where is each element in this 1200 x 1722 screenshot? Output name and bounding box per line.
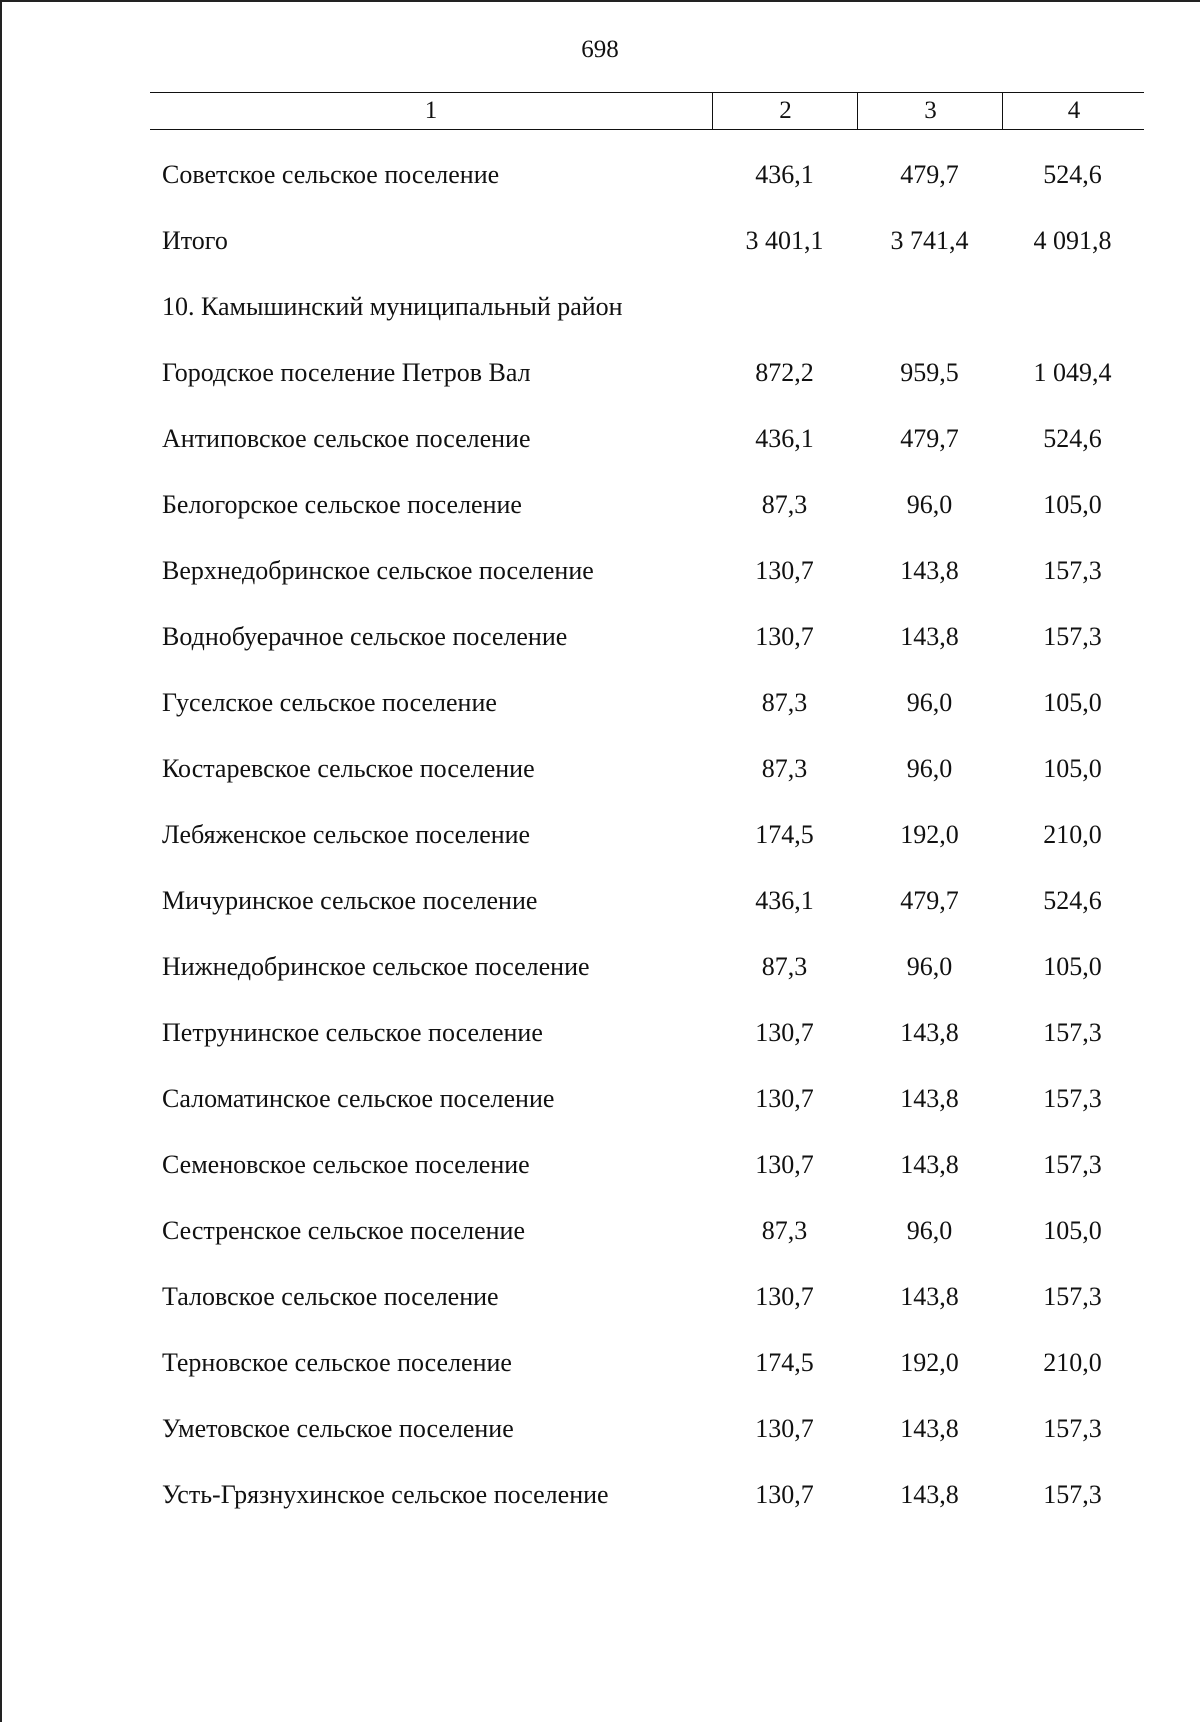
row-value-2: 130,7 bbox=[755, 1282, 814, 1311]
row-name: Терновское сельское поселение bbox=[162, 1348, 512, 1377]
row-value-3: 479,7 bbox=[900, 424, 959, 453]
row-name: Белогорское сельское поселение bbox=[162, 490, 522, 519]
table-row bbox=[0, 815, 1200, 881]
row-value-3: 96,0 bbox=[906, 688, 953, 717]
row-value-3: 96,0 bbox=[906, 754, 953, 783]
row-name: Уметовское сельское поселение bbox=[162, 1414, 514, 1443]
table-row bbox=[0, 683, 1200, 749]
page-number: 698 bbox=[581, 36, 619, 63]
row-value-4: 4 091,8 bbox=[1033, 226, 1112, 255]
row-value-2: 130,7 bbox=[755, 1018, 814, 1047]
row-name: Городское поселение Петров Вал bbox=[162, 358, 531, 387]
row-name: Саломатинское сельское поселение bbox=[162, 1084, 555, 1113]
header-col-3: 3 bbox=[857, 93, 1003, 129]
row-name: Советское сельское поселение bbox=[162, 160, 500, 189]
row-value-3: 143,8 bbox=[900, 1018, 959, 1047]
row-value-2: 87,3 bbox=[761, 754, 808, 783]
table-body bbox=[0, 155, 1200, 1541]
row-value-3: 143,8 bbox=[900, 556, 959, 585]
table-row bbox=[0, 1211, 1200, 1277]
row-value-2: 436,1 bbox=[755, 160, 814, 189]
table-row bbox=[0, 1013, 1200, 1079]
header-col-2: 2 bbox=[712, 93, 858, 129]
row-name: Сестренское сельское поселение bbox=[162, 1216, 526, 1245]
table-row bbox=[0, 617, 1200, 683]
row-value-4: 157,3 bbox=[1043, 1414, 1102, 1443]
row-value-4: 157,3 bbox=[1043, 622, 1102, 651]
row-name: Воднобуерачное сельское поселение bbox=[162, 622, 568, 651]
table-header bbox=[150, 92, 1144, 130]
header-col-4: 4 bbox=[1002, 93, 1145, 129]
row-value-3: 3 741,4 bbox=[890, 226, 969, 255]
row-value-3: 96,0 bbox=[906, 1216, 953, 1245]
row-value-2: 130,7 bbox=[755, 556, 814, 585]
row-name: Мичуринское сельское поселение bbox=[162, 886, 538, 915]
table-row bbox=[0, 353, 1200, 419]
row-value-3: 143,8 bbox=[900, 622, 959, 651]
scan-edge-top bbox=[0, 0, 1200, 2]
row-value-2: 872,2 bbox=[755, 358, 814, 387]
row-value-4: 157,3 bbox=[1043, 1018, 1102, 1047]
section-heading: 10. Камышинский муниципальный район bbox=[162, 292, 623, 321]
table-row bbox=[0, 551, 1200, 617]
row-value-4: 210,0 bbox=[1043, 820, 1102, 849]
row-value-4: 157,3 bbox=[1043, 1282, 1102, 1311]
row-value-4: 157,3 bbox=[1043, 556, 1102, 585]
row-value-4: 105,0 bbox=[1043, 754, 1102, 783]
row-name: Антиповское сельское поселение bbox=[162, 424, 531, 453]
table-row bbox=[0, 155, 1200, 221]
row-value-2: 174,5 bbox=[755, 820, 814, 849]
table-row bbox=[0, 749, 1200, 815]
row-value-2: 130,7 bbox=[755, 1084, 814, 1113]
section-heading-row bbox=[0, 287, 1200, 353]
row-name: Нижнедобринское сельское поселение bbox=[162, 952, 590, 981]
row-value-3: 192,0 bbox=[900, 1348, 959, 1377]
row-value-2: 3 401,1 bbox=[745, 226, 824, 255]
table-row bbox=[0, 485, 1200, 551]
row-value-3: 479,7 bbox=[900, 160, 959, 189]
row-name: Петрунинское сельское поселение bbox=[162, 1018, 543, 1047]
row-value-3: 96,0 bbox=[906, 490, 953, 519]
row-value-2: 174,5 bbox=[755, 1348, 814, 1377]
table-row bbox=[0, 947, 1200, 1013]
table-row bbox=[0, 1343, 1200, 1409]
row-name: Верхнедобринское сельское поселение bbox=[162, 556, 594, 585]
table-row-total bbox=[0, 221, 1200, 287]
table-row bbox=[0, 1145, 1200, 1211]
table-row bbox=[0, 1475, 1200, 1541]
row-value-4: 524,6 bbox=[1043, 424, 1102, 453]
row-name: Усть-Грязнухинское сельское поселение bbox=[162, 1480, 609, 1509]
header-col-1: 1 bbox=[424, 97, 438, 124]
row-name: Гуселское сельское поселение bbox=[162, 688, 497, 717]
row-value-3: 143,8 bbox=[900, 1282, 959, 1311]
row-value-2: 130,7 bbox=[755, 1150, 814, 1179]
row-value-4: 524,6 bbox=[1043, 160, 1102, 189]
row-value-3: 143,8 bbox=[900, 1150, 959, 1179]
row-value-3: 959,5 bbox=[900, 358, 959, 387]
table-row bbox=[0, 881, 1200, 947]
row-value-4: 105,0 bbox=[1043, 1216, 1102, 1245]
row-value-2: 436,1 bbox=[755, 886, 814, 915]
row-value-3: 192,0 bbox=[900, 820, 959, 849]
row-name: Таловское сельское поселение bbox=[162, 1282, 499, 1311]
row-value-2: 436,1 bbox=[755, 424, 814, 453]
table-row bbox=[0, 1079, 1200, 1145]
row-value-4: 157,3 bbox=[1043, 1150, 1102, 1179]
row-value-4: 210,0 bbox=[1043, 1348, 1102, 1377]
row-value-4: 105,0 bbox=[1043, 688, 1102, 717]
row-value-2: 130,7 bbox=[755, 1414, 814, 1443]
row-value-4: 157,3 bbox=[1043, 1084, 1102, 1113]
row-value-3: 143,8 bbox=[900, 1480, 959, 1509]
row-value-4: 1 049,4 bbox=[1033, 358, 1112, 387]
row-value-3: 143,8 bbox=[900, 1414, 959, 1443]
row-name: Семеновское сельское поселение bbox=[162, 1150, 530, 1179]
row-name: Лебяженское сельское поселение bbox=[162, 820, 531, 849]
row-value-4: 105,0 bbox=[1043, 952, 1102, 981]
row-value-4: 157,3 bbox=[1043, 1480, 1102, 1509]
table-row bbox=[0, 1409, 1200, 1475]
row-value-4: 105,0 bbox=[1043, 490, 1102, 519]
row-value-2: 87,3 bbox=[761, 1216, 808, 1245]
table-row bbox=[0, 419, 1200, 485]
row-name: Костаревское сельское поселение bbox=[162, 754, 535, 783]
row-value-2: 87,3 bbox=[761, 490, 808, 519]
row-name: Итого bbox=[162, 226, 228, 255]
row-value-3: 96,0 bbox=[906, 952, 953, 981]
row-value-4: 524,6 bbox=[1043, 886, 1102, 915]
row-value-3: 479,7 bbox=[900, 886, 959, 915]
row-value-2: 130,7 bbox=[755, 622, 814, 651]
row-value-3: 143,8 bbox=[900, 1084, 959, 1113]
row-value-2: 87,3 bbox=[761, 688, 808, 717]
table-row bbox=[0, 1277, 1200, 1343]
row-value-2: 87,3 bbox=[761, 952, 808, 981]
row-value-2: 130,7 bbox=[755, 1480, 814, 1509]
